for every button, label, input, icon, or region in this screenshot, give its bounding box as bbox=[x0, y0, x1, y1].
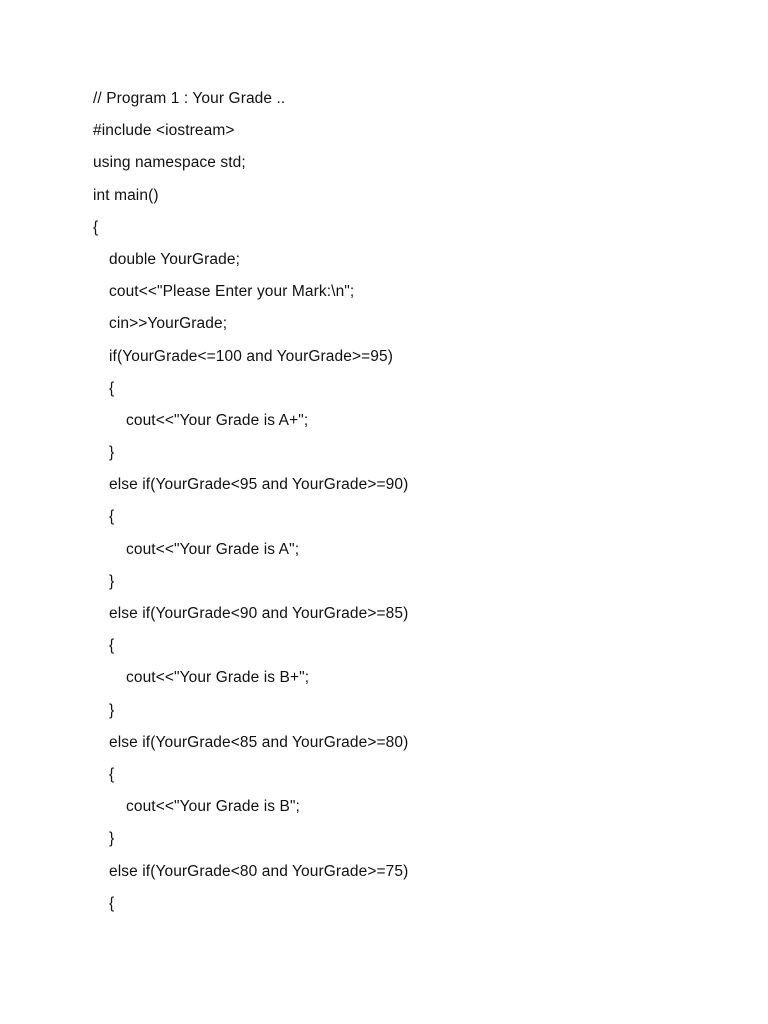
code-line: else if(YourGrade<85 and YourGrade>=80) bbox=[109, 733, 409, 751]
code-line: } bbox=[109, 572, 115, 590]
code-line: #include <iostream> bbox=[93, 122, 235, 140]
code-line: double YourGrade; bbox=[109, 250, 240, 268]
code-line: } bbox=[109, 444, 115, 462]
code-line: cout<<"Your Grade is B"; bbox=[126, 798, 300, 816]
code-line: if(YourGrade<=100 and YourGrade>=95) bbox=[109, 347, 393, 365]
code-line: { bbox=[109, 379, 115, 397]
code-line: cout<<"Please Enter your Mark:\n"; bbox=[109, 283, 355, 301]
code-line: { bbox=[109, 765, 115, 783]
code-line: using namespace std; bbox=[93, 154, 246, 172]
code-line: { bbox=[109, 894, 115, 912]
code-line: cout<<"Your Grade is A"; bbox=[126, 540, 300, 558]
code-line: { bbox=[109, 637, 115, 655]
code-line: cout<<"Your Grade is B+"; bbox=[126, 669, 310, 687]
code-line: } bbox=[109, 701, 115, 719]
code-listing bbox=[93, 85, 408, 922]
code-line: { bbox=[93, 218, 99, 236]
code-line: else if(YourGrade<80 and YourGrade>=75) bbox=[109, 862, 409, 880]
code-line: else if(YourGrade<90 and YourGrade>=85) bbox=[109, 605, 409, 622]
code-line: } bbox=[109, 830, 115, 848]
code-line: int main() bbox=[93, 186, 159, 204]
code-line: else if(YourGrade<95 and YourGrade>=90) bbox=[109, 476, 409, 494]
code-line: cin>>YourGrade; bbox=[109, 315, 228, 333]
code-line: cout<<"Your Grade is A+"; bbox=[126, 411, 309, 429]
code-line: { bbox=[109, 508, 115, 526]
code-line: // Program 1 : Your Grade .. bbox=[93, 90, 286, 107]
